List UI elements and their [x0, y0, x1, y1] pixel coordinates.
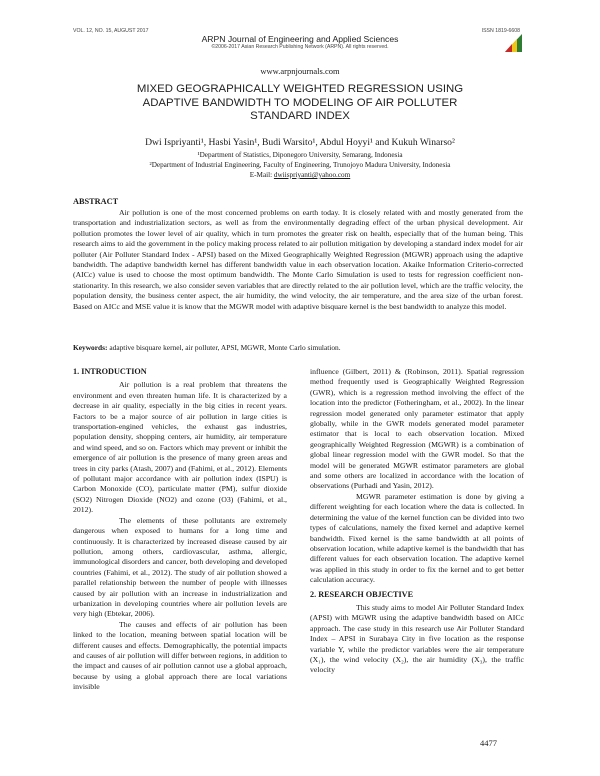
keywords-text: adaptive bisquare kernel, air polluter, APSI, MGWR, Monte Carlo simulation. — [107, 343, 341, 352]
body-paragraph: Air pollution is a real problem that threatens the environment and even threaten human life. It is characterized by a decrease in air quality, especially in the big cities in recent years. Factors to be a major source of air pollution in large cities is transportation-engined vehicles, the exhaust gas industries, population density, shopping centers, air humidity, air temperature and wind speed, and so on. Factors which may prevent or inhibit the emergence of air pollution is the presence of many green areas and trees in city parks (Atash, 2007) and (Fahimi, et al., 2012). Elements of pollutant major accordance with air pollution index (ISPU) is Carbon Monoxide (CO), particulate matter (PM), sulfur dioxide (SO2) Nitrogen Dioxide (NO2) and ozone (O3) (Fahimi, et al., 2012). — [73, 380, 287, 515]
volume-line: VOL. 12, NO. 15, AUGUST 2017 — [73, 28, 149, 34]
affiliation-1: ¹Department of Statistics, Diponegoro University, Semarang, Indonesia — [197, 151, 403, 159]
right-column — [310, 367, 524, 676]
abstract-heading: ABSTRACT — [73, 197, 119, 206]
email-link[interactable]: dwiispriyanti@yahoo.com — [273, 171, 351, 179]
keywords-label: Keywords: — [73, 343, 108, 352]
body-paragraph: influence (Gilbert, 2011) & (Robinson, 2011). Spatial regression method frequently used is Geographically Weighted Regression (GWR), which is a regression method involving the effect of the location into the predictor (Fotheringham, et al., 2002). In the linear regression model generated only parameter estimator that apply globally, while in the GWR models generated model parameter estimator that is local to each observation location. Mixed geographically Weighted Regression (MGWR) is a combination of global linear regression model with the GWR model. So that the model will be generated MGWR estimator parameters are global and some others are localized in accordance with the location of observations (Purhadi and Yasin, 2012). — [310, 367, 524, 491]
left-column — [73, 367, 287, 693]
journal-website[interactable]: www.arpnjournals.com — [260, 66, 340, 76]
body-paragraph: The causes and effects of air pollution has been linked to the location, meaning between spatial location will be different causes and effects. Demographically, the potential impacts and causes of air pollution will differ between regions, in addition to the impact and causes of air pollution cannot use a global approach, because by using a global approach there are local variations invisible — [73, 619, 287, 692]
title-line: ADAPTIVE BANDWIDTH TO MODELING OF AIR POLLUTER — [142, 96, 458, 109]
title-line: STANDARD INDEX — [250, 110, 350, 123]
keywords — [73, 343, 523, 352]
paper-title — [90, 83, 510, 124]
email-label: E-Mail: — [249, 171, 274, 179]
page-number: 4477 — [480, 738, 497, 748]
author-list: Dwi Ispriyanti¹, Hasbi Yasin¹, Budi Warsito¹, Abdul Hoyyi¹ and Kukuh Winarso² — [145, 137, 455, 148]
section-heading-introduction: 1. INTRODUCTION — [73, 367, 147, 376]
journal-name: ARPN Journal of Engineering and Applied Sciences — [201, 34, 399, 44]
arpn-logo-icon — [505, 34, 522, 52]
section-heading-research-objective: 2. RESEARCH OBJECTIVE — [310, 589, 414, 599]
body-paragraph: MGWR parameter estimation is done by giving a different weighting for each location where the data is collected. In determining the value of the kernel function can be divided into two types of calculations, namely the fixed kernel and adaptive kernel bandwidth. Fixed kernel is the same bandwidth at all points of observation location, while adaptive kernel is the bandwidth that has different values for each observation location. The adaptive kernel was applied in this study in order to fix the kernel and to get better calculation accuracy. — [310, 491, 524, 585]
abstract-text: Air pollution is one of the most concerned problems on earth today. It is closely related with and mostly generated from the transportation and industrialization sectors, as well as from the environmentally degrading effect of the urban physical development. Air pollution promotes the lower level of air quality, which in turn promotes the greater risk on health, especially that of the human being. This research aims to aid the government in the policy making process related to air pollution mitigation by developing a standard index model for air polluter (Air Polluter Standard Index - APSI) based on the Mixed Geographically Weighted Regression (MGWR) approach using the adaptive bandwidth. The adaptive bandwidth kernel has different bandwidth value in each observation location. Akaike Information Criterio-corrected (AICc) value is used to choose the most optimum bandwidth. The Monte Carlo Simulation is used to tests for regression coefficient non-stationarity. In this research, we also consider seven variables that are directly related to the air pollution level, which are the traffic velocity, the population density, the business center aspect, the air humidity, the wind velocity, the air temperature, and the area size of the urban forest. Based on AICc and MSE value it is know that the MGWR model with adaptive bisquare kernel is the best bandwidth to analyze this model. — [73, 208, 523, 311]
author-email — [0, 171, 600, 179]
copyright-notice: ©2006-2017 Asian Research Publishing Network (ARPN). All rights reserved. — [211, 44, 389, 50]
issn: ISSN 1819-6608 — [481, 28, 520, 34]
title-line: MIXED GEOGRAPHICALLY WEIGHTED REGRESSION USING — [136, 83, 464, 95]
body-paragraph: The elements of these pollutants are extremely dangerous when exposed to humans for a long time and continuously. It is characterized by increased disease caused by air pollution, among others, cardiovascular, asthma, allergic, immunological disorders and cancer, both developing and developed countries (Fahimi, et al., 2012). The study of air pollution showed a parallel relationship between the number of people with illnesses caused by air pollution with an increase in industrialization and urbanization in developing countries where air pollution levels are very high (Ebtekar, 2006). — [73, 515, 287, 619]
affiliation-2: ²Department of Industrial Engineering, Faculty of Engineering, Trunojoyo Madura University, Indonesia — [149, 161, 451, 169]
body-paragraph: This study aims to model Air Polluter Standard Index (APSI) with MGWR using the adaptive bandwidth based on AICc approach. The case study in this research use Air Polluter Standard Index – APSI in Surabaya City in five location as the response variable Y, while the predictor variables were the air temperature (X₁), the wind velocity (X₂), the air humidity (X₃), the traffic velocity — [310, 602, 524, 675]
